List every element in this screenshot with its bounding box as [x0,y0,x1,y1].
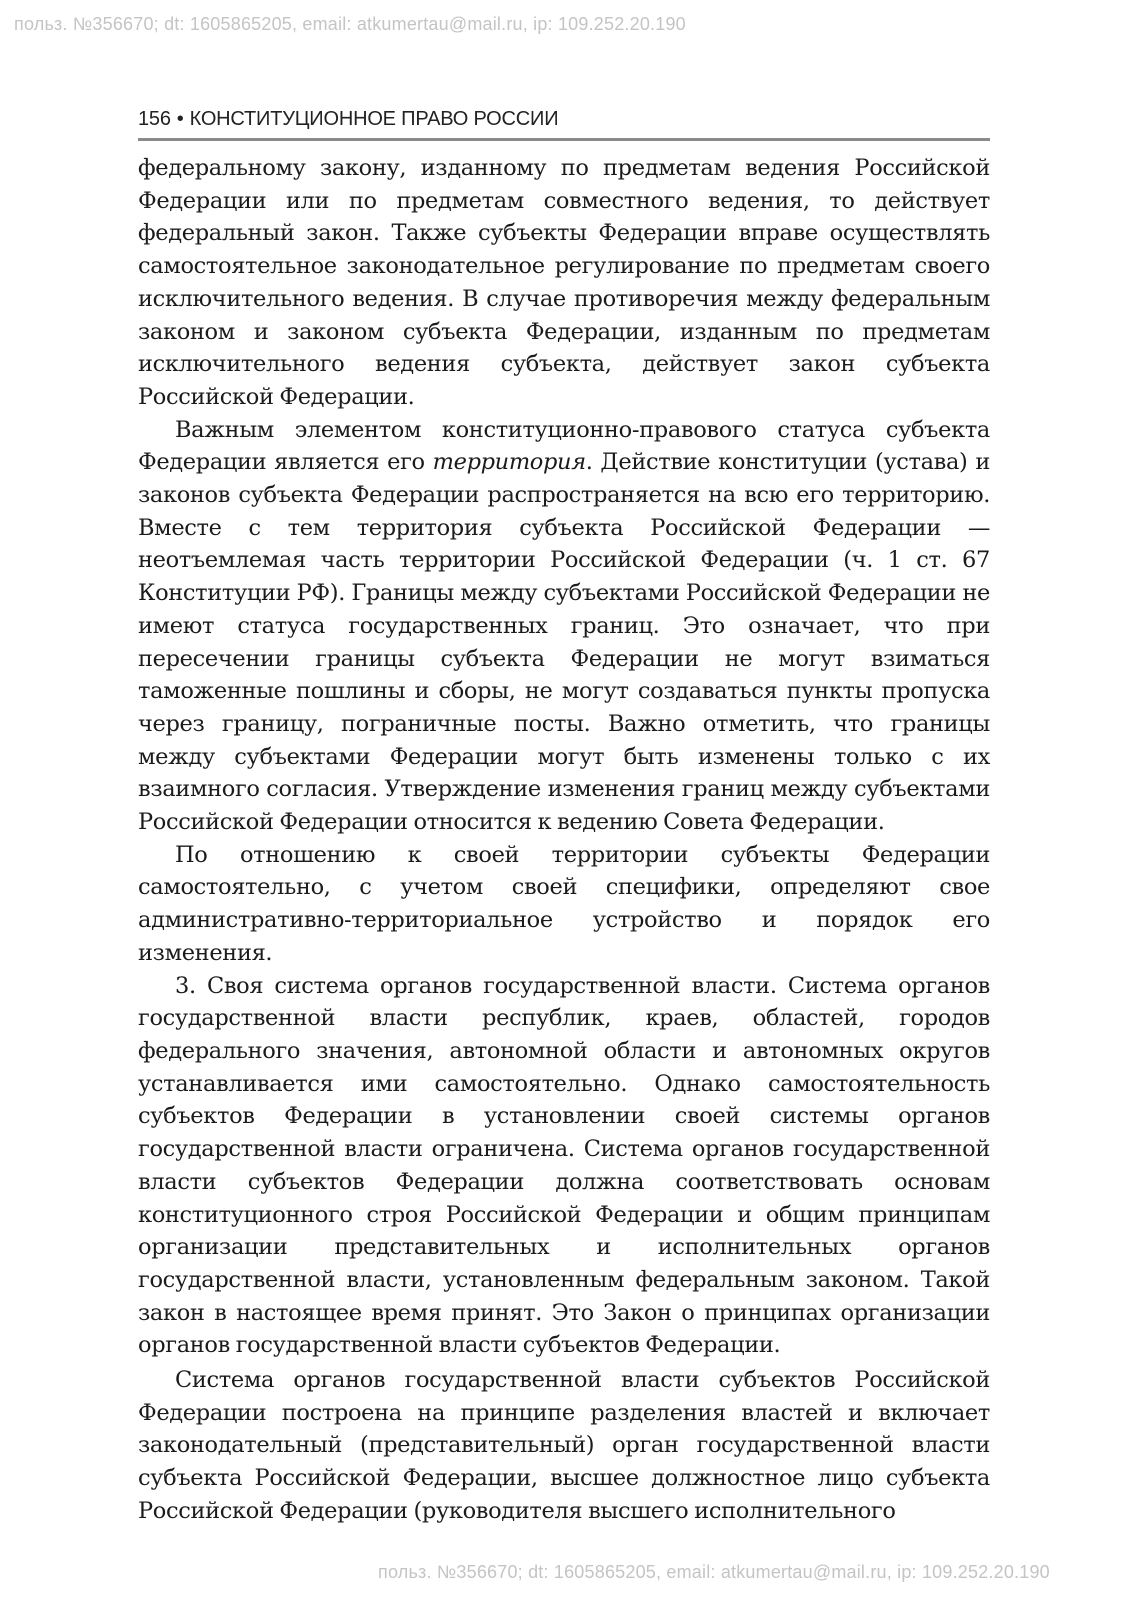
paragraph-4: 3. Своя система органов государственной власти. Система органов государственной власти республик, краев, областей, городов федерального значения, автономной области и автономных округов устанавливается ими самостоятельно. Однако самостоятельность субъектов Федерации в установлении своей системы органов государственной власти ограничена. Система органов государственной власти субъектов Федерации должна соответствовать основам конституционного строя Российской Федерации и общим принципам организации представительных и исполнительных органов государственной власти, установленным федеральным законом. Такой закон в настоящее время принят. Это Закон о принципах организации органов государственной власти субъектов Федерации. [138,972,990,1359]
book-title: КОНСТИТУЦИОННОЕ ПРАВО РОССИИ [189,108,559,130]
header-separator: • [176,108,184,130]
watermark-top: польз. №356670; dt: 1605865205, email: atkumertau@mail.ru, ip: 109.252.20.190 [14,14,686,34]
term-territory: территория [432,449,586,476]
paragraph-2 [138,414,990,839]
paragraph-1: федеральному закону, изданному по предметам ведения Российской Федерации или по предметам совместного ведения, то действует федеральный закон. Также субъекты Федерации вправе осуществлять самостоятельное законодательное регулирование по предметам своего исключительного ведения. В случае противоречия между федеральным законом и законом субъекта Федерации, изданным по предметам исключительного ведения субъекта, действует закон субъекта Российской Федерации. [138,155,990,410]
paragraph-2-lead: Важным элементом конституционно-правового статуса субъекта Федерации является его [138,416,990,476]
paragraph-2-rest: . Действие конституции (устава) и законов субъекта Федерации распространяется на всю его территорию. Вместе с тем территория субъекта Российской Федерации — неотъемлемая часть территории Российской Федерации (ч. 1 ст. 67 Конституции РФ). Границы между субъектами Российской Федерации не имеют статуса государственных границ. Это означает, что при пересечении границы субъекта Федерации не могут взиматься таможенные пошлины и сборы, не могут создаваться пункты пропуска через границу, пограничные посты. Важно отметить, что границы между субъектами Федерации могут быть изменены только с их взаимного согласия. Утверждение изменения границ между субъектами Российской Федерации относится к ведению Совета Федерации. [138,449,991,836]
paragraph-5: Система органов государственной власти субъектов Российской Федерации построена на принципе разделения властей и включает законодательный (представительный) орган государственной власти субъекта Российской Федерации, высшее должностное лицо субъекта Российской Федерации (руководителя высшего исполнительного [138,1367,990,1524]
running-head [138,108,990,141]
page-number: 156 [138,108,171,130]
paragraph-3: По отношению к своей территории субъекты Федерации самостоятельно, с учетом своей специфики, определяют свое административно-территориальное устройство и порядок его изменения. [138,841,990,966]
watermark-bottom: польз. №356670; dt: 1605865205, email: atkumertau@mail.ru, ip: 109.252.20.190 [378,1562,1050,1582]
body-text [138,152,990,1528]
